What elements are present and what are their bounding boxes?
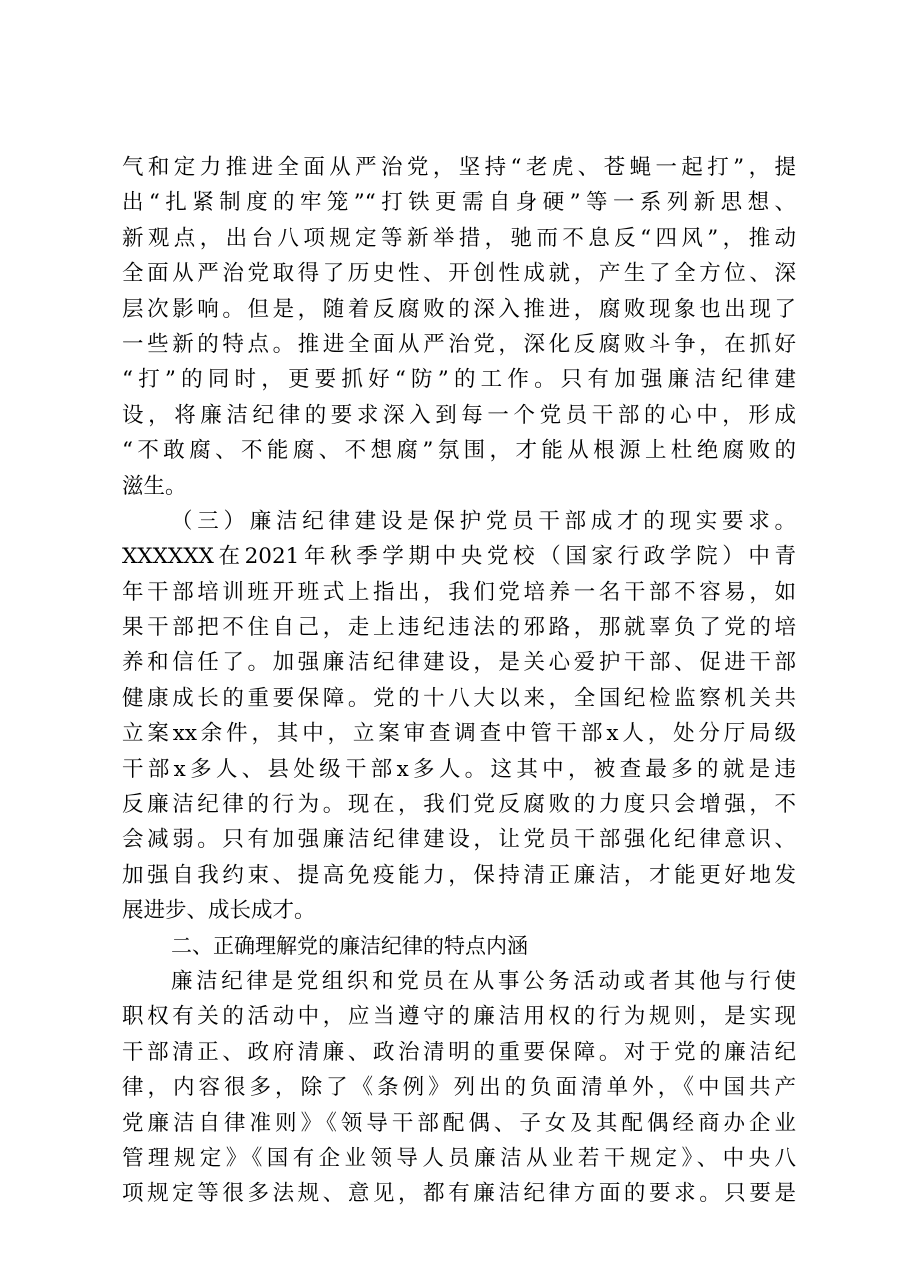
paragraph-line: 层次影响。但是，随着反腐败的深入推进，腐败现象也出现了 xyxy=(122,296,796,322)
paragraph-line: 干部x多人、县处级干部x多人。这其中，被查最多的就是违 xyxy=(122,756,796,782)
paragraph-line: 气和定力推进全面从严治党，坚持“老虎、苍蝇一起打”，提 xyxy=(122,155,796,180)
paragraph-line: 项规定等很多法规、意见，都有廉洁纪律方面的要求。只要是 xyxy=(122,1181,796,1207)
paragraph-line: 果干部把不住自己，走上违纪违法的邪路，那就辜负了党的培 xyxy=(122,615,796,641)
paragraph-line: 管理规定》《国有企业领导人员廉洁从业若干规定》、中央八 xyxy=(122,1145,796,1171)
paragraph-line: 廉洁纪律是党组织和党员在从事公务活动或者其他与行使 xyxy=(171,968,796,994)
paragraph-line: XXXXXX在2021年秋季学期中央党校（国家行政学院）中青 xyxy=(122,544,796,570)
paragraph-line: “打”的同时，更要抓好“防”的工作。只有加强廉洁纪律建 xyxy=(122,367,796,393)
paragraph-line: 新观点，出台八项规定等新举措，驰而不息反“四风”，推动 xyxy=(122,225,796,251)
paragraph-line: 反廉洁纪律的行为。现在，我们党反腐败的力度只会增强，不 xyxy=(122,792,796,818)
paragraph-line: 健康成长的重要保障。党的十八大以来，全国纪检监察机关共 xyxy=(122,685,796,711)
section-heading: 二、正确理解党的廉洁纪律的特点内涵 xyxy=(171,933,528,958)
paragraph-line: 职权有关的活动中，应当遵守的廉洁用权的行为规则，是实现 xyxy=(122,1004,796,1030)
paragraph-line: 养和信任了。加强廉洁纪律建设，是关心爱护干部、促进干部 xyxy=(122,650,796,676)
paragraph-line: 滋生。 xyxy=(122,473,187,499)
paragraph-line: “不敢腐、不能腐、不想腐”氛围，才能从根源上杜绝腐败的 xyxy=(122,438,796,464)
paragraph-line: 会减弱。只有加强廉洁纪律建设，让党员干部强化纪律意识、 xyxy=(122,827,796,853)
paragraph-line: 年干部培训班开班式上指出，我们党培养一名干部不容易，如 xyxy=(122,579,796,605)
paragraph-line: 加强自我约束、提高免疫能力，保持清正廉洁，才能更好地发 xyxy=(122,862,796,888)
paragraph-line: 干部清正、政府清廉、政治清明的重要保障。对于党的廉洁纪 xyxy=(122,1039,796,1065)
paragraph-line: 设，将廉洁纪律的要求深入到每一个党员干部的心中，形成 xyxy=(122,402,796,428)
paragraph-line: 律，内容很多，除了《条例》列出的负面清单外，《中国共产 xyxy=(122,1075,796,1101)
paragraph-line: 展进步、成长成才。 xyxy=(122,898,316,924)
paragraph-line: 立案xx余件，其中，立案审查调查中管干部x人，处分厅局级 xyxy=(122,721,796,747)
paragraph-line: 出“扎紧制度的牢笼”“打铁更需自身硬”等一系列新思想、 xyxy=(122,190,796,216)
document-body xyxy=(122,150,796,1212)
paragraph-line: 党廉洁自律准则》《领导干部配偶、子女及其配偶经商办企业 xyxy=(122,1110,796,1136)
paragraph-line: 全面从严治党取得了历史性、开创性成就，产生了全方位、深 xyxy=(122,261,796,287)
paragraph-line: 一些新的特点。推进全面从严治党，深化反腐败斗争，在抓好 xyxy=(122,331,796,357)
subsection-heading-line: （三）廉洁纪律建设是保护党员干部成才的现实要求。 xyxy=(171,508,796,534)
